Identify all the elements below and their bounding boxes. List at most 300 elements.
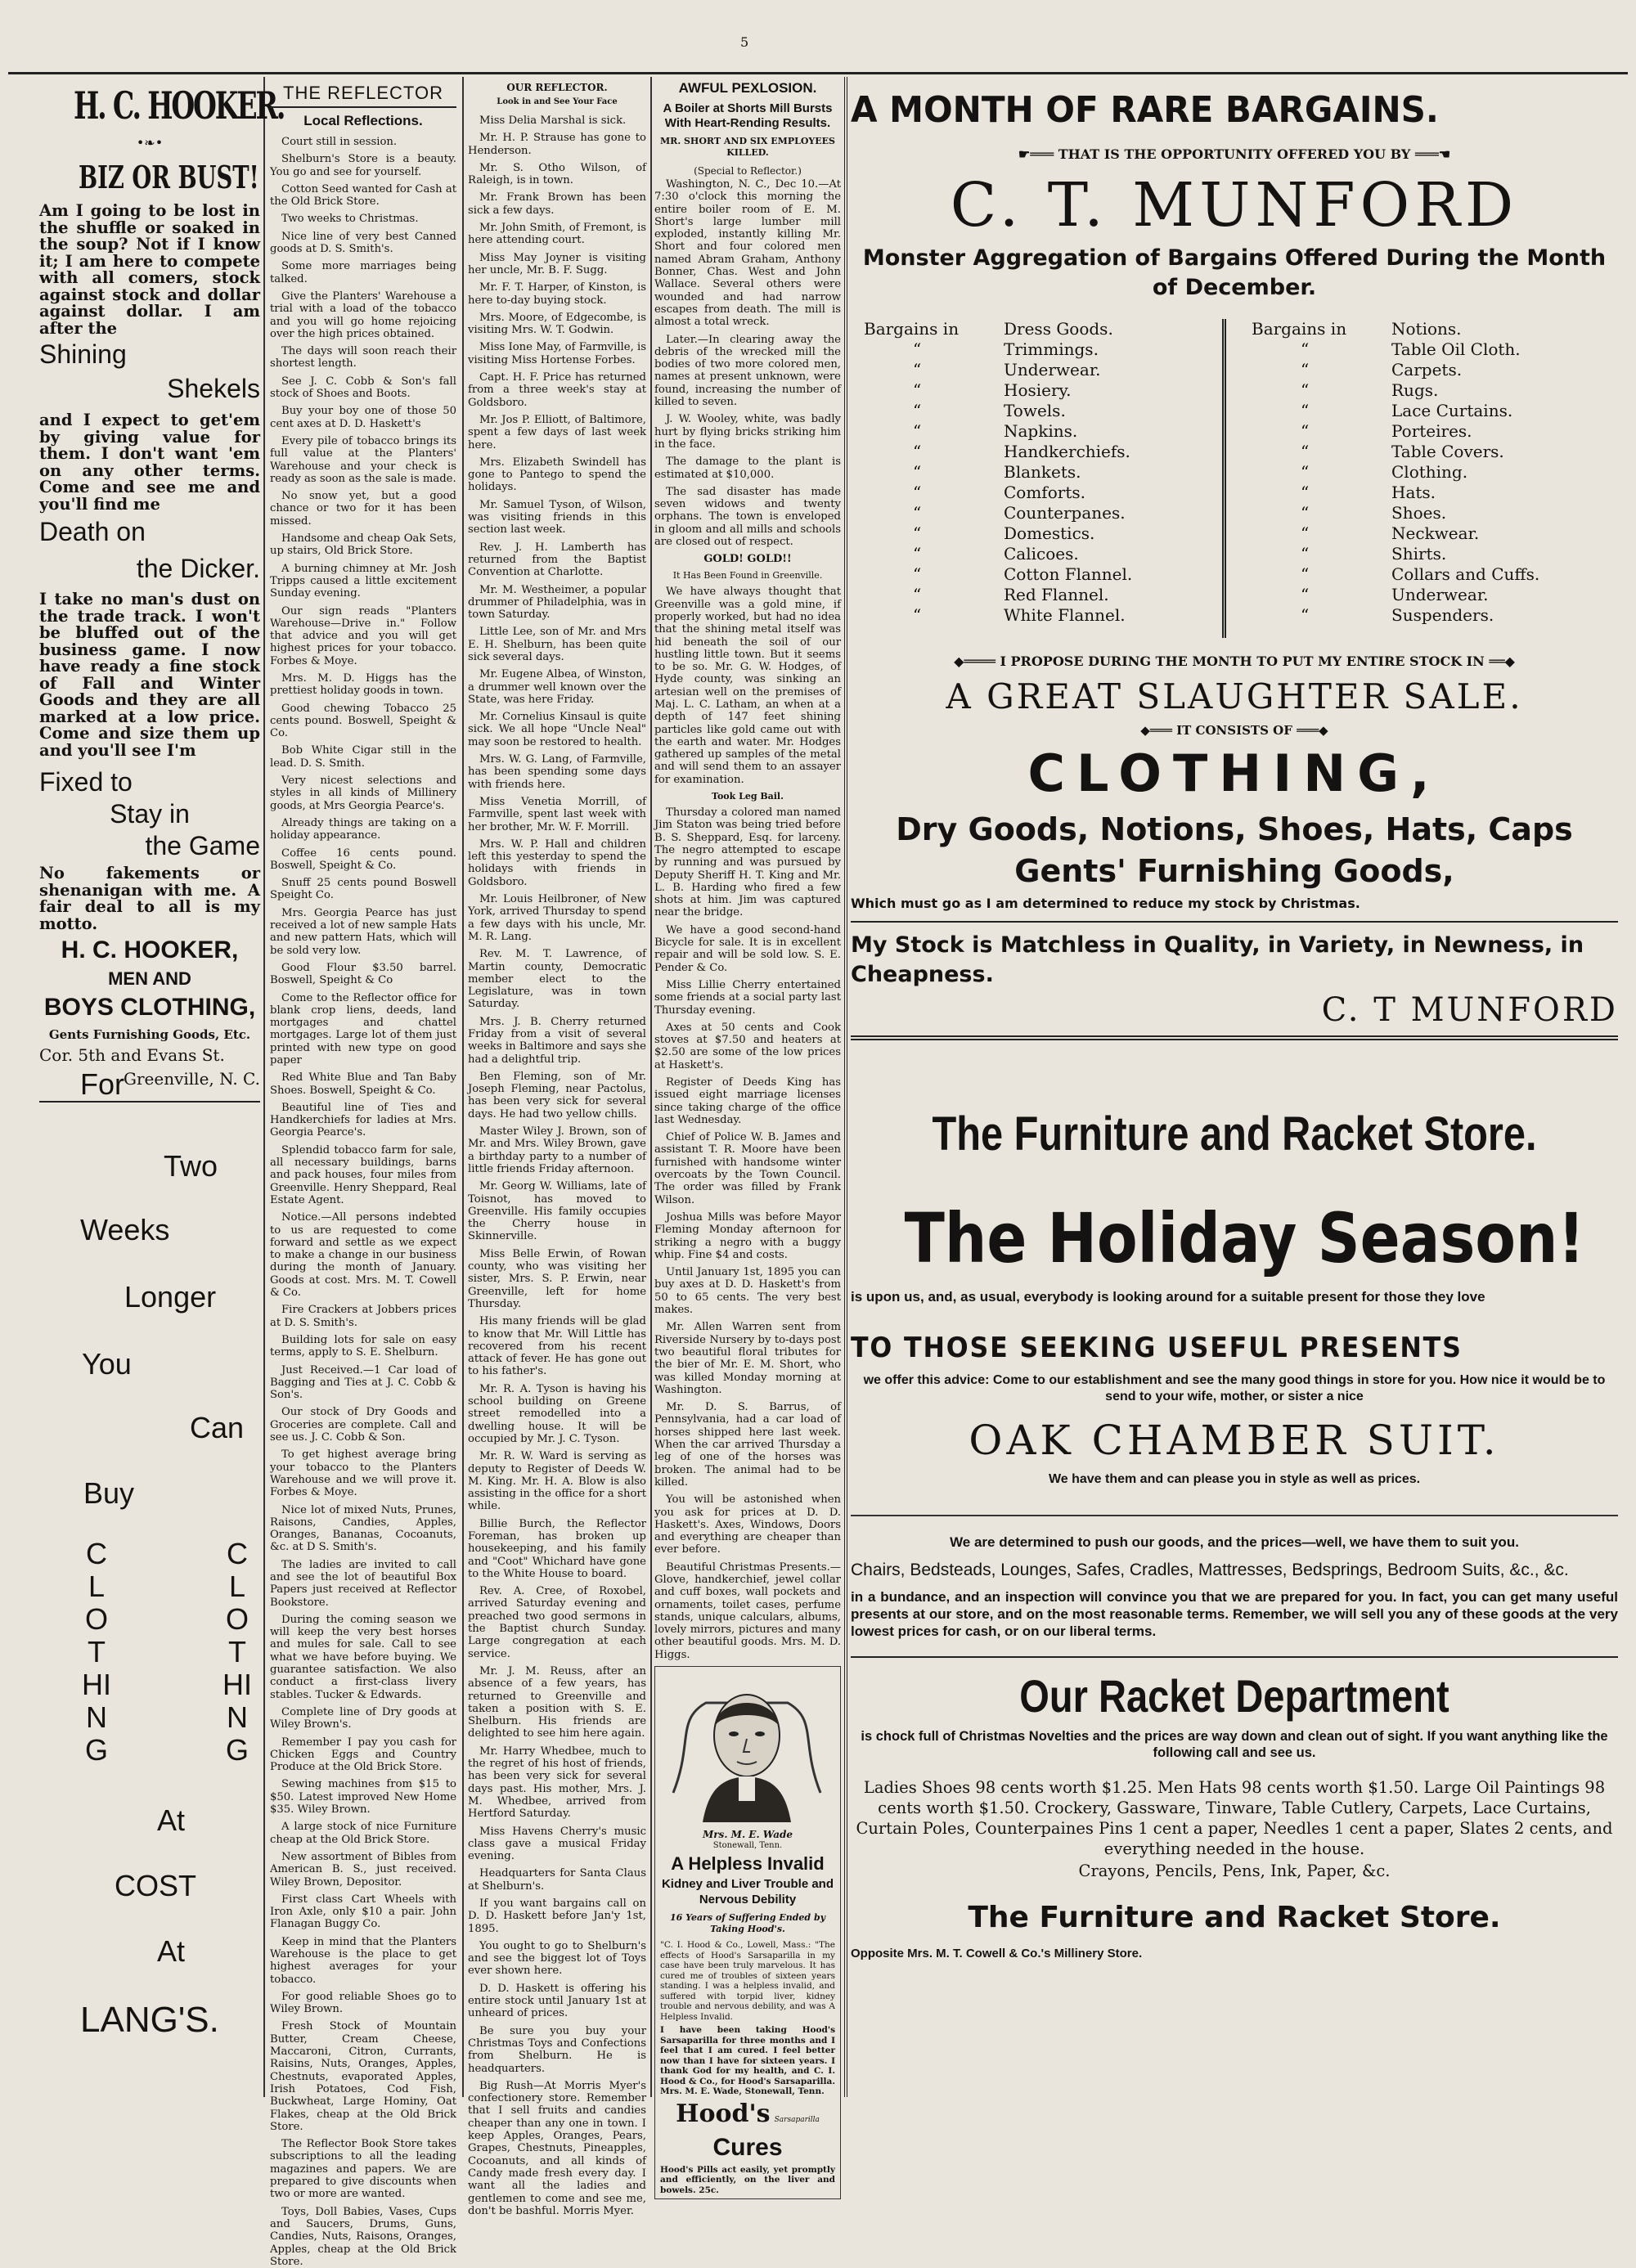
news-paragraph: You ought to go to Shelburn's and see the biggest lot of Toys ever shown here.	[468, 1939, 646, 1978]
news-paragraph: Mrs. J. B. Cherry returned Friday from a visit of several weeks in Baltimore and says she had a delightful trip.	[468, 1015, 646, 1066]
news-paragraph: Buy your boy one of those 50 cent axes at D. D. Haskett's	[270, 405, 456, 430]
news-paragraph: Mr. Jos P. Elliott, of Baltimore, spent a few days of last week here.	[468, 413, 646, 451]
news-paragraph: Mrs. M. D. Higgs has the prettiest holiday goods in town.	[270, 671, 456, 698]
news-paragraph: Ben Fleming, son of Mr. Joseph Fleming, near Pactolus, has been very sick for several days. He had two yellow chills.	[468, 1070, 646, 1121]
abundance: in a bundance, and an inspection will convince you that we are prepared for you. In fact, you can get many useful presents at our store, and on the most reasonable terms. Remember, we will sell you any of these goods at the very lowest prices for cash, or on our liberal terms.	[851, 1589, 1618, 1639]
news-paragraph: Fresh Stock of Mountain Butter, Cream Cheese, Maccaroni, Citron, Currants, Raisins, Nuts, Oranges, Apples, Chestnuts, evaporated Apples, Irish Potatoes, Cod Fish, Buckwheat, Large Hominy, Oat Flakes, cheap at the Old Brick Store.	[270, 2020, 456, 2133]
news-paragraph: Coffee 16 cents pound. Boswell, Speight & Co.	[270, 847, 456, 872]
gold-story: We have always thought that Greenville was a gold mine, if properly worked, but had no idea that the shining metal itself was hid beneath the soil of our hustling little town. But it seems to be so. Mr. G. W. Hodges, of Hyde county, was sinking an artesian well on the premises of Maj. L. C. Latham, an when at a depth of 147 feet shining particles like gold came out with the earth and water. Mr. Hodges gathered up samples of the metal and will send them to an assayer for examination.	[654, 586, 841, 786]
news-paragraph: Register of Deeds King has issued eight marriage licenses since taking charge of the office last Wednesday.	[654, 1076, 841, 1126]
bargain-item: Hats.	[1391, 483, 1436, 502]
hoods-pills: Hood's Pills act easily, yet promptly and efficiently, on the liver and bowels. 25c.	[660, 2164, 835, 2195]
local-reflections-heading: Local Reflections.	[303, 113, 423, 128]
news-paragraph: Mrs. W. P. Hall and children left this yesterday to spend the holidays with friends in Goldsboro.	[468, 838, 646, 888]
hoods-word: Hood's	[676, 2099, 771, 2128]
news-paragraph: Cotton Seed wanted for Cash at the Old Brick Store.	[270, 182, 456, 209]
racket-text: is chock full of Christmas Novelties and the prices are way down and clean out of sight. If you want anything like the following call and see us.	[861, 1729, 1608, 1760]
munford-rule	[851, 921, 1618, 923]
bargain-item: Collars and Cuffs.	[1391, 564, 1540, 584]
langs-can: Can	[190, 1411, 245, 1444]
racket-items: Ladies Shoes 98 cents worth $1.25. Men Hats 98 cents worth $1.50. Large Oil Paintings 98 cents worth $1.50. Crockery, Gassware, Tinware, Table Cutlery, Carpets, Lace Curtains, Curtain Poles, Counterpaines Pins 1 cent a paper, Needles 1 cent a paper, Slates 2 cents, and everything needed in the house.	[856, 1778, 1613, 1858]
bargain-row	[1252, 360, 1611, 380]
furniture-ad	[851, 1098, 1618, 1965]
news-paragraph: The ladies are invited to call and see the lot of beautiful Box Papers just received at Reflector Bookstore.	[270, 1558, 456, 1609]
news-paragraph: Fire Crackers at Jobbers prices at D. S. Smith's.	[270, 1304, 456, 1329]
bargain-row	[1252, 442, 1611, 462]
consists-ornament-right: ═══◆	[1297, 723, 1328, 738]
table-divider	[1222, 319, 1226, 638]
personals-masthead: OUR REFLECTOR.	[506, 82, 608, 93]
left-bargains	[864, 319, 1224, 626]
bargain-row	[1252, 401, 1611, 421]
bargain-row	[864, 462, 1224, 483]
news-paragraph: J. W. Wooley, white, was badly hurt by flying bricks striking him in the face.	[654, 413, 841, 451]
furniture-rule	[851, 1515, 1618, 1516]
fixed-to: Fixed to	[39, 767, 133, 797]
news-paragraph: Nice lot of mixed Nuts, Prunes, Raisons, Candies, Apples, Oranges, Bananas, Cocoanuts, &c. at D S. Smith's.	[270, 1503, 456, 1554]
ornament-left: ☛═══	[1018, 146, 1058, 162]
news-paragraph: Capt. H. F. Price has returned from a three week's stay at Goldsboro.	[468, 371, 646, 409]
bargain-row	[864, 503, 1224, 523]
news-paragraph: Keep in mind that the Planters Warehouse is the place to get highest averages for your tobacco.	[270, 1935, 456, 1986]
sarsaparilla-word: Sarsaparilla	[774, 2115, 820, 2124]
news-paragraph: Mrs. Elizabeth Swindell has gone to Pantego to spend the holidays.	[468, 456, 646, 494]
page-number: 5	[740, 34, 749, 50]
bargain-item: Hosiery.	[1004, 380, 1072, 400]
bargain-item: Handkerchiefs.	[1004, 442, 1130, 461]
column-rule	[844, 77, 847, 2097]
news-paragraph: If you want bargains call on D. D. Haskett before Jan'y 1st, 1895.	[468, 1897, 646, 1935]
news-paragraph: Mr. Samuel Tyson, of Wilson, was visiting friends in this section last week.	[468, 498, 646, 537]
consists: IT CONSISTS OF	[1176, 723, 1292, 738]
langs-for: For	[80, 1067, 124, 1101]
news-paragraph: Chief of Police W. B. James and assistant T. R. Moore have been furnished with handsome winter overcoats by the Town Council. The order was filled by Frank Wilson.	[654, 1131, 841, 1206]
news-paragraph: Mr. John Smith, of Fremont, is here attending court.	[468, 222, 646, 247]
ditto-mark: “	[913, 544, 922, 564]
ditto-mark: “	[913, 503, 922, 523]
langs-two: Two	[164, 1149, 218, 1183]
bargain-row	[864, 483, 1224, 503]
bargain-row	[864, 380, 1224, 401]
langs-clothing-left: CLOTHING	[82, 1537, 111, 1767]
explosion-deck2: MR. SHORT AND SIX EMPLOYEES KILLED.	[660, 136, 835, 158]
news-paragraph: See J. C. Cobb & Son's fall stock of Shoes and Boots.	[270, 375, 456, 401]
bargain-row	[1252, 380, 1611, 401]
ditto-mark: “	[913, 523, 922, 543]
news-paragraph: Headquarters for Santa Claus at Shelburn's.	[468, 1867, 646, 1893]
langs-longer: Longer	[124, 1280, 217, 1314]
langs-clothing-right: CLOTHING	[222, 1537, 252, 1767]
ditto-mark: “	[913, 442, 922, 461]
news-paragraph: Mr. S. Otho Wilson, of Raleigh, is in town.	[468, 161, 646, 187]
news-paragraph: Some more marriages being talked.	[270, 260, 456, 285]
news-paragraph: Big Rush—At Morris Myer's confectionery store. Remember that I sell fruits and candies cheaper than any one in town. I keep Apples, Oranges, Pears, Grapes, Chestnuts, Pineapples, Cocoanuts, and all kinds of Candy made fresh every day. I want all the ladies and gentlemen to come and see me, don't be bashful. Morris Myer.	[468, 2079, 646, 2217]
bargain-item: Blankets.	[1004, 462, 1081, 482]
ditto-mark: “	[913, 360, 922, 379]
bargain-item: Comforts.	[1004, 483, 1085, 502]
langs-weeks: Weeks	[80, 1213, 170, 1246]
ditto-mark: “	[913, 483, 922, 502]
bargain-row	[1252, 523, 1611, 544]
furniture-store-headline: The Furniture and Racket Store.	[932, 1107, 1537, 1161]
gents-goods: Gents Furnishing Goods, Etc.	[48, 1027, 251, 1042]
bargain-item: Trimmings.	[1004, 339, 1099, 359]
news-paragraph: Give the Planters' Warehouse a trial with a load of the tobacco and you will go home rejoicing over the high prices obtained.	[270, 290, 456, 340]
bargain-row	[1252, 462, 1611, 483]
hooker-name: H. C. HOOKER,	[61, 936, 239, 963]
propose-line	[851, 651, 1618, 672]
ditto-mark: “	[1301, 442, 1310, 461]
news-paragraph: Good chewing Tobacco 25 cents pound. Boswell, Speight & Co.	[270, 702, 456, 740]
bargain-row	[1252, 544, 1611, 564]
ditto-mark: “	[913, 585, 922, 604]
biz-or-bust: BIZ OR BUST!	[79, 159, 259, 195]
news-paragraph: Handsome and cheap Oak Sets, up stairs, Old Brick Store.	[270, 532, 456, 558]
news-paragraph: Come to the Reflector office for blank crop liens, deeds, land mortgages and chattel mortgages. Large lot of them just printed with new type on good paper	[270, 991, 456, 1067]
news-paragraph: Be sure you buy your Christmas Toys and Confections from Shelburn. He is headquarters.	[468, 2024, 646, 2075]
news-paragraph: Notice.—All persons indebted to us are requested to come forward and settle as we expect to make a change in our business during the month of January. Goods at cost. Mrs. M. T. Cowell & Co.	[270, 1211, 456, 1300]
news-paragraph: First class Cart Wheels with Iron Axle, only $10 a pair. John Flanagan Buggy Co.	[270, 1893, 456, 1931]
reflector-masthead: THE REFLECTOR	[283, 83, 443, 103]
news-paragraph: Nice line of very best Canned goods at D. S. Smith's.	[270, 230, 456, 256]
news-paragraph: Just Received.—1 Car load of Bagging and Ties at J. C. Cobb & Son's.	[270, 1363, 456, 1402]
bargain-row	[864, 339, 1224, 360]
hooker-ad	[39, 77, 285, 1109]
news-paragraph: Miss Venetia Morrill, of Farmville, spent last week with her brother, Mr. W. F. Morrill.	[468, 795, 646, 833]
ditto-mark: “	[1301, 564, 1310, 584]
furniture-store-footer: The Furniture and Racket Store.	[968, 1901, 1501, 1934]
langs-you: You	[82, 1347, 132, 1381]
news-paragraph: The Reflector Book Store takes subscriptions to all the leading magazines and papers. We are prepared to give discounts when two or more are wanted.	[270, 2138, 456, 2201]
bargain-row	[864, 401, 1224, 421]
news-paragraph: To get highest average bring your tobacco to the Planters Warehouse and we will prove it. Forbes & Moye.	[270, 1448, 456, 1499]
racket-rule	[851, 1656, 1618, 1658]
bargain-row	[1252, 339, 1611, 360]
clothing-headline: CLOTHING,	[1027, 743, 1441, 803]
column-rule	[263, 77, 265, 2097]
upon-us: is upon us, and, as usual, everybody is looking around for a suitable present for those they love	[851, 1289, 1485, 1305]
bargain-item: Lace Curtains.	[1391, 401, 1513, 420]
ad-separator	[851, 1035, 1618, 1040]
personal-items	[468, 115, 646, 2217]
ditto-mark: “	[913, 421, 922, 441]
news-paragraph: Mr. Harry Whedbee, much to the regret of his host of friends, has been very sick for several days past. His mother, Mrs. J. M. Whedbee, arrived from Hertford Saturday.	[468, 1745, 646, 1821]
news-paragraph: Until January 1st, 1895 you can buy axes at D. D. Haskett's from 50 to 65 cents. The very best makes.	[654, 1266, 841, 1317]
portrait-engraving	[660, 1670, 834, 1826]
hoods-ad	[654, 1666, 841, 2199]
special: (Special to Reflector.)	[694, 165, 802, 177]
propose-ornament-right: ══◆	[1489, 653, 1515, 669]
bargain-row	[864, 442, 1224, 462]
news-paragraph: A large stock of nice Furniture cheap at the Old Brick Store.	[270, 1821, 456, 1846]
bargain-row	[1252, 483, 1611, 503]
news-paragraph: The sad disaster has made seven widows and twenty orphans. The town is enveloped in gloom and all mills and schools are closed out of respect.	[654, 485, 841, 549]
racket-headline: Our Racket Department	[1019, 1670, 1449, 1722]
news-paragraph: Rev. M. T. Lawrence, of Martin county, Democratic member elect to the Legislature, was in town Saturday.	[468, 948, 646, 1011]
bargain-row	[1252, 503, 1611, 523]
chairs-line: Chairs, Bedsteads, Lounges, Safes, Cradles, Mattresses, Bedsprings, Bedroom Suits, &c., &c.	[851, 1561, 1569, 1579]
news-paragraph: Mr. M. Westheimer, a popular drummer of Philadelphia, was in town Saturday.	[468, 583, 646, 622]
bargain-item: Rugs.	[1391, 380, 1439, 400]
news-paragraph: Complete line of Dry goods at Wiley Brown's.	[270, 1705, 456, 1731]
news-paragraph: Two weeks to Christmas.	[281, 213, 419, 226]
gents-furnishing: Gents' Furnishing Goods,	[1014, 853, 1454, 889]
personals-column	[468, 82, 646, 2217]
ditto-mark: “	[913, 564, 922, 584]
bargain-item: Table Covers.	[1391, 442, 1504, 461]
personals-sub: Look in and See Your Face	[497, 97, 618, 106]
news-items	[654, 806, 841, 1661]
news-paragraph: Shelburn's Store is a beauty. You go and see for yourself.	[270, 153, 456, 178]
shekels: Shekels	[167, 374, 260, 403]
hooker-address: Cor. 5th and Evans St.	[39, 1045, 225, 1065]
news-paragraph: Miss Lillie Cherry entertained some friends at a social party last Thursday evening.	[654, 978, 841, 1017]
propose: I PROPOSE DURING THE MONTH TO PUT MY ENTIRE STOCK IN	[1000, 653, 1485, 669]
ditto-mark: “	[1301, 483, 1310, 502]
bargain-item: Table Oil Cloth.	[1391, 339, 1521, 359]
opposite-line: Opposite Mrs. M. T. Cowell & Co.'s Millinery Store.	[851, 1947, 1143, 1960]
news-paragraph: Miss Belle Erwin, of Rowan county, who was visiting her sister, Mrs. S. P. Erwin, near Greenville, left for home Thursday.	[468, 1247, 646, 1310]
news-paragraph: Snuff 25 cents pound Boswell Speight Co.	[270, 877, 456, 902]
news-paragraph: Axes at 50 cents and Cook stoves at $7.50 and heaters at $2.50 are some of the low prices at Haskett's.	[654, 1021, 841, 1071]
column-rule	[462, 77, 464, 2097]
news-paragraph: Mr. Frank Brown has been sick a few days.	[468, 191, 646, 217]
bargain-item: Shoes.	[1391, 503, 1447, 523]
shining: Shining	[39, 339, 127, 369]
news-paragraph: Miss May Joyner is visiting her uncle, Mr. B. F. Sugg.	[468, 251, 646, 276]
news-paragraph: Washington, N. C., Dec 10.—At 7:30 o'clock this morning the entire boiler room of E. M. Short's large lumber mill exploded, instantly killing Mr. Short and four colored men named Abram Graham, Anthony Bonner, Chas. West and John Wallace. Several others were wounded and had narrow escapes from death. The mill is almost a total wreck.	[654, 178, 841, 329]
news-paragraph: Master Wiley J. Brown, son of Mr. and Mrs. Wiley Brown, gave a birthday party to a number of little friends Friday afternoon.	[468, 1125, 646, 1175]
news-paragraph: The days will soon reach their shortest length.	[270, 345, 456, 371]
news-paragraph: New assortment of Bibles from American B. S., just received. Wiley Brown, Depositor.	[270, 1850, 456, 1889]
bargain-row	[864, 605, 1224, 626]
news-paragraph: Miss Ione May, of Farmville, is visiting Miss Hortense Forbes.	[468, 341, 646, 366]
portrait-place: Stonewall, Tenn.	[712, 1841, 783, 1851]
news-paragraph: Mr. Allen Warren sent from Riverside Nursery by to-days post two beautiful floral tributes for the bier of Mr. E. M. Short, who was killed Monday morning at Washington.	[654, 1321, 841, 1396]
munford-name: C. T. MUNFORD	[950, 170, 1519, 240]
news-paragraph: Bob White Cigar still in the lead. D. S. Smith.	[270, 744, 456, 770]
hooker-p2: and I expect to get'em by giving value for them. I don't want 'em on any other terms. Come and see me and you'll find me	[39, 411, 260, 514]
munford-ad	[851, 82, 1618, 1040]
news-paragraph: Miss Havens Cherry's music class gave a musical Friday evening.	[468, 1825, 646, 1863]
monster-aggregation: Monster Aggregation of Bargains Offered During the Month of December.	[862, 245, 1607, 300]
news-paragraph: Splendid tobacco farm for sale, all necessary buildings, barns and pack houses, four miles from Greenville. Henry Sheppard, Real Estate Agent.	[270, 1143, 456, 1206]
bargain-item: Counterpanes.	[1004, 503, 1126, 523]
portrait-caption: Mrs. M. E. Wade	[702, 1829, 793, 1841]
langs-cost: COST	[115, 1869, 197, 1902]
testimonial: "C. I. Hood & Co., Lowell, Mass.: "The effects of Hood's Sarsaparilla in my case have been truly marvelous. It has cured me of troubles of sixteen years standing. I was a helpless invalid, and suffered with torpid liver, kidney trouble and nervous debility, and was A Helpless Invalid.	[660, 1940, 835, 2022]
bargain-row	[1252, 564, 1611, 585]
consists-line	[851, 721, 1618, 739]
news-paragraph: Mr. R. W. Ward is serving as deputy to Register of Deeds W. M. King. Mr. H. A. Blow is also assisting in the office for a short while.	[468, 1450, 646, 1513]
hooker-title: H. C. HOOKER.	[74, 83, 285, 128]
news-paragraph: We have a good second-hand Bicycle for sale. It is in excellent repair and will be sold low. S. E. Pender & Co.	[654, 923, 841, 974]
bargain-item: Underwear.	[1391, 585, 1489, 604]
news-paragraph: Little Lee, son of Mr. and Mrs E. H. Shelburn, has been quite sick several days.	[468, 626, 646, 663]
news-paragraph: Our sign reads "Planters Warehouse—Drive in." Follow that advice and you will get highest prices for your tobacco. Forbes & Moye.	[270, 604, 456, 667]
news-paragraph: Toys, Doll Babies, Vases, Cups and Saucers, Drums, Guns, Candies, Nuts, Raisons, Oranges, Apples, cheap at the Old Brick Store.	[270, 2205, 456, 2268]
ditto-mark: “	[913, 380, 922, 400]
local-items	[270, 136, 456, 2268]
bargain-item: Domestics.	[1004, 523, 1095, 543]
news-paragraph: Mr. F. T. Harper, of Kinston, is here to-day buying stock.	[468, 281, 646, 307]
news-paragraph: Mr. Eugene Albea, of Winston, a drummer well known over the State, was here Friday.	[468, 668, 646, 706]
bargain-item: Dress Goods.	[1004, 319, 1113, 339]
determined: We are determined to push our goods, and the prices—well, we have them to suit you.	[950, 1534, 1519, 1550]
must-go: Which must go as I am determined to reduce my stock by Christmas.	[851, 896, 1360, 911]
news-paragraph: Beautiful line of Ties and Handkerchiefs for ladies at Mrs. Georgia Pearce's.	[270, 1101, 456, 1139]
munford-signature: C. T MUNFORD	[1321, 991, 1618, 1029]
bargain-row	[1252, 585, 1611, 605]
hoods-cures	[660, 2100, 835, 2165]
top-rule	[8, 72, 1628, 74]
news-column	[654, 79, 841, 2195]
seeking-headline: TO THOSE SEEKING USEFUL PRESENTS	[851, 1332, 1463, 1364]
have-them: We have them and can please you in style as well as prices.	[1048, 1472, 1421, 1486]
ditto-mark: “	[913, 339, 922, 359]
bargains-table	[851, 319, 1618, 646]
men-and: MEN AND	[108, 968, 191, 989]
news-paragraph: You will be astonished when you ask for prices at D. D. Haskett's. Axes, Windows, Doors and everything are cheaper than ever before.	[654, 1493, 841, 1556]
bargain-row	[1252, 605, 1611, 626]
bargain-item: Napkins.	[1004, 421, 1078, 441]
news-paragraph: Building lots for sale on easy terms, apply to S. E. Shelburn.	[270, 1333, 456, 1359]
invalid-headline: A Helpless Invalid	[671, 1853, 825, 1875]
gold-headline: GOLD! GOLD!!	[703, 553, 792, 566]
langs-buy: Buy	[83, 1476, 135, 1510]
ditto-mark: “	[1301, 360, 1310, 379]
news-paragraph: Mr. Cornelius Kinsaul is quite sick. We all hope "Uncle Neal" may soon be restored to health.	[468, 711, 646, 748]
bargain-item: Underwear.	[1004, 360, 1101, 379]
bargain-item: Suspenders.	[1391, 605, 1494, 625]
ditto-mark: “	[913, 401, 922, 420]
crayons: Crayons, Pencils, Pens, Ink, Paper, &c.	[1078, 1862, 1391, 1880]
matchless: My Stock is Matchless in Quality, in Variety, in Newness, in Cheapness.	[851, 932, 1584, 987]
propose-ornament: ◆════	[954, 653, 1000, 669]
bargain-row	[864, 544, 1224, 564]
ditto-mark: “	[1301, 380, 1310, 400]
bargain-item: Carpets.	[1391, 360, 1463, 379]
bargain-item: Red Flannel.	[1004, 585, 1109, 604]
bargain-row	[864, 585, 1224, 605]
ditto-mark: “	[1301, 585, 1310, 604]
news-paragraph: D. D. Haskett is offering his entire stock until January 1st at unheard of prices.	[468, 1982, 646, 2020]
news-paragraph: For good reliable Shoes go to Wiley Brown.	[270, 1990, 456, 2016]
news-paragraph: Mr. J. M. Reuss, after an absence of a few years, has returned to Greenville and taken a position with S. E. Shelburn. His friends are delighted to see him here again.	[468, 1664, 646, 1740]
bargain-item: Notions.	[1391, 319, 1462, 339]
bargains-in-label: Bargains in	[864, 319, 960, 339]
hooker-p4: No fakements or shenanigan with me. A fair deal to all is my motto.	[39, 864, 260, 933]
the-dicker: the Dicker.	[136, 554, 260, 583]
opportunity-line	[851, 142, 1618, 167]
news-paragraph: Court still in session.	[281, 136, 398, 148]
langs-at1: At	[157, 1803, 186, 1837]
news-paragraph: Good Flour $3.50 barrel. Boswell, Speight & Co	[270, 961, 456, 987]
news-paragraph: Joshua Mills was before Mayor Fleming Monday afternoon for striking a negro with a buggy whip. Fine $4 and costs.	[654, 1210, 841, 1261]
news-paragraph: Already things are taking on a holiday appearance.	[270, 816, 456, 842]
bargain-item: Clothing.	[1391, 462, 1468, 482]
news-paragraph: During the coming season we will keep the very best horses and mules for sale. Call to see what we have before buying. We guarantee satisfaction. We also conduct a first-class livery stables. Tucker & Edwards.	[270, 1613, 456, 1701]
slaughter-sale: A GREAT SLAUGHTER SALE.	[946, 676, 1523, 716]
explosion-deck: A Boiler at Shorts Mill Bursts With Heart-Rending Results.	[663, 101, 833, 130]
right-bargains	[1252, 319, 1611, 626]
hooker-p1: Am I going to be lost in the shuffle or soaked in the soup? Not if I know it; I am here to compete with all comers, stock against stock and dollar against dollar. I am after the	[39, 201, 260, 338]
masthead-rule	[270, 106, 456, 108]
bargains-in-label: Bargains in	[1252, 319, 1347, 339]
bargain-row	[1252, 319, 1611, 339]
bargain-row	[864, 523, 1224, 544]
ornament: •❧•	[136, 135, 164, 150]
bargain-item: Calicoes.	[1004, 544, 1079, 564]
ditto-mark: “	[1301, 462, 1310, 482]
news-paragraph: Mrs. W. G. Lang, of Farmville, has been spending some days with friends here.	[468, 753, 646, 791]
bargain-row	[864, 360, 1224, 380]
holiday-headline: The Holiday Season!	[904, 1198, 1585, 1278]
news-paragraph: Later.—In clearing away the debris of the wrecked mill the bodies of two more colored men, names at present unknown, were found, increasing the number of killed to seven.	[654, 333, 841, 409]
stay-in: Stay in	[110, 799, 190, 829]
bail-headline: Took Leg Bail.	[712, 791, 784, 802]
bargain-row	[864, 421, 1224, 442]
hooker-p3: I take no man's dust on the trade track. I won't be bluffed out of the business game. I now have ready a fine stock of Fall and Winter Goods and they are all marked at a low price. Come and size them up and you'll see I'm	[39, 590, 260, 760]
news-paragraph: Red White Blue and Tan Baby Shoes. Boswell, Speight & Co.	[270, 1071, 456, 1097]
news-paragraph: Billie Burch, the Reflector Foreman, has broken up housekeeping, and his family and "Coot" Whichard have gone to the White House to board.	[468, 1517, 646, 1580]
ditto-mark: “	[1301, 544, 1310, 564]
news-paragraph: Thursday a colored man named Jim Staton was being tried before B. S. Sheppard, Esq. for larceny. The negro attempted to escape by running and was pursued by Deputy Sheriff H. T. King and Mr. L. B. Harding who fired a few shots at him. Jim was captured near the bridge.	[654, 806, 841, 919]
news-paragraph: Mrs. Moore, of Edgecombe, is visiting Mrs. W. T. Godwin.	[468, 311, 646, 337]
news-paragraph: Mr. Georg W. Williams, late of Toisnot, has moved to Greenville. His family occupies the Cherry house in Skinnerville.	[468, 1180, 646, 1243]
bargain-item: Cotton Flannel.	[1004, 564, 1133, 584]
langs-at2: At	[157, 1934, 186, 1968]
news-paragraph: Very nicest selections and styles in all kinds of Millinery goods, at Mrs Georgia Pearce's.	[270, 775, 456, 812]
sixteen-years: 16 Years of Suffering Ended by Taking Hood's.	[669, 1912, 826, 1935]
langs-name: LANG'S.	[80, 2000, 219, 2040]
advice: we offer this advice: Come to our establishment and see the many good things in store for you. How nice it would be to send to your wife, mother, or sister a nice	[863, 1373, 1606, 1403]
cures-word: Cures	[712, 2133, 783, 2161]
news-paragraph: Our stock of Dry Goods and Groceries are complete. Call and see us. J. C. Cobb & Son.	[270, 1406, 456, 1444]
oak-chamber-suit: OAK CHAMBER SUIT.	[969, 1417, 1500, 1464]
ditto-mark: “	[1301, 523, 1310, 543]
hooker-city: Greenville, N. C.	[123, 1069, 260, 1089]
news-paragraph: No snow yet, but a good chance or two for it has been missed.	[270, 490, 456, 528]
explosion-story	[654, 178, 841, 548]
ditto-mark: “	[1301, 605, 1310, 625]
column-rule	[650, 77, 652, 2097]
bargain-row	[864, 564, 1224, 585]
news-paragraph: Mr. D. S. Barrus, of Pennsylvania, had a car load of horses shipped here last week. When the car arrived Thursday a leg of one of the horses was broken. The animal had to be killed.	[654, 1401, 841, 1489]
the-game: the Game	[145, 831, 260, 860]
langs-ad	[33, 1067, 262, 2090]
news-paragraph: Beautiful Christmas Presents.—Glove, handkerchief, jewel collar and cuff boxes, wall pockets and ornaments, toilet cases, perfume stands, unique calculars, albums, lovely mirrors, pictures and many other beautiful goods. Mrs. M. D. Higgs.	[654, 1561, 841, 1661]
ditto-mark: “	[1301, 339, 1310, 359]
ditto-mark: “	[913, 605, 922, 625]
ornament-right: ═══☚	[1414, 146, 1451, 162]
ditto-mark: “	[1301, 401, 1310, 420]
opportunity: THAT IS THE OPPORTUNITY OFFERED YOU BY	[1058, 146, 1411, 162]
news-paragraph: The damage to the plant is estimated at $10,000.	[654, 456, 841, 481]
news-paragraph: Mr. R. A. Tyson is having his school building on Greene street remodelled into a dwelling house. It will be occupied by Mr. J. C. Tyson.	[468, 1382, 646, 1445]
news-paragraph: Remember I pay you cash for Chicken Eggs and Country Produce at the Old Brick Store.	[270, 1736, 456, 1774]
news-paragraph: Mrs. Georgia Pearce has just received a lot of new sample Hats and new pattern Hats, which will be sold very low.	[270, 906, 456, 957]
news-paragraph: A burning chimney at Mr. Josh Tripps caused a little excitement Sunday evening.	[270, 562, 456, 600]
ditto-mark: “	[1301, 421, 1310, 441]
news-paragraph: Mr. Louis Heilbroner, of New York, arrived Thursday to spend a few days with his uncle, Mr. M. R. Lang.	[468, 893, 646, 943]
bargain-item: Towels.	[1004, 401, 1066, 420]
news-paragraph: Miss Delia Marshal is sick.	[479, 115, 627, 127]
death-on: Death on	[39, 517, 146, 546]
reflector-column	[270, 82, 456, 2268]
ditto-mark: “	[1301, 503, 1310, 523]
bargain-item: Shirts.	[1391, 544, 1447, 564]
